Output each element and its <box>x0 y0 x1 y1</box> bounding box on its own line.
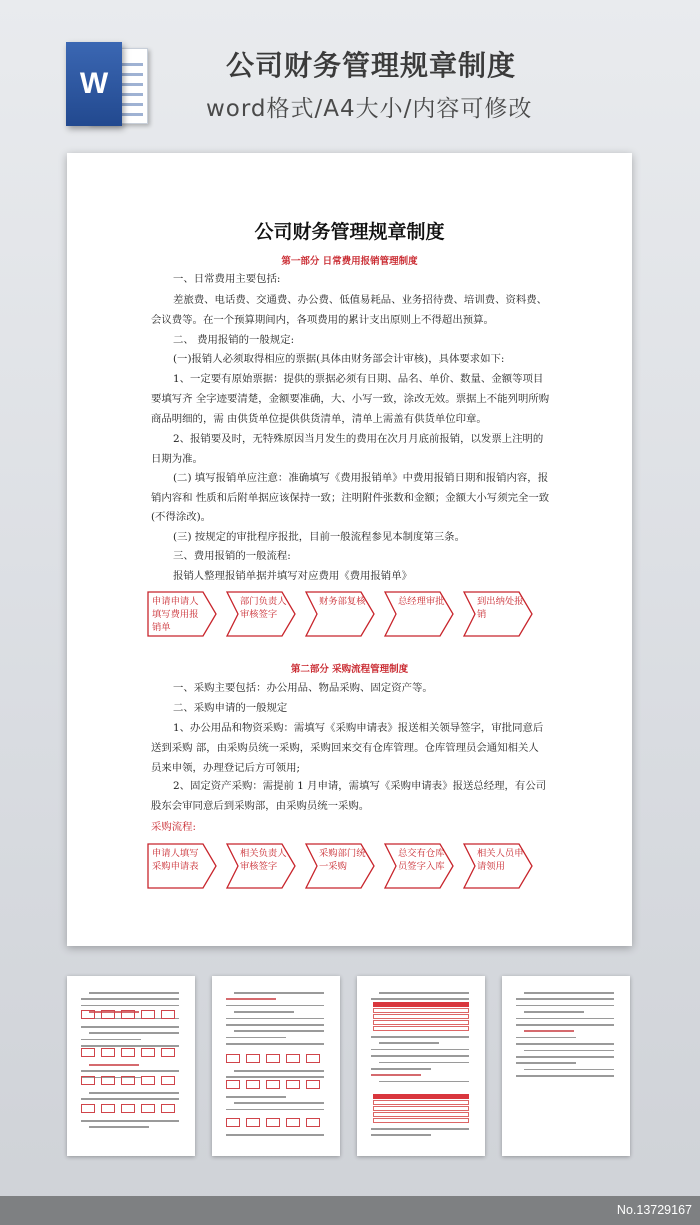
thumb-flow-box <box>81 1104 95 1113</box>
thumb-text-line <box>89 1064 139 1066</box>
thumb-text-line <box>226 1096 286 1098</box>
part2-title: 第二部分 采购流程管理制度 <box>290 664 409 675</box>
thumb-text-line <box>516 1018 614 1020</box>
flow-step-label: 财务部复核 <box>319 596 366 607</box>
thumb-text-line <box>81 1070 179 1072</box>
paragraph-line: 二、采购申请的一般规定 <box>173 702 288 714</box>
thumb-flow-box <box>266 1054 280 1063</box>
flow-step <box>305 591 375 637</box>
thumb-flow-box <box>266 1080 280 1089</box>
thumb-text-line <box>234 1070 324 1072</box>
thumb-flow-box <box>246 1080 260 1089</box>
thumb-text-line <box>81 1005 179 1007</box>
thumb-text-line <box>226 1109 324 1111</box>
paragraph-line: 1、办公用品和物资采购：需填写《采购申请表》报送相关领导签字，审批同意后 <box>173 722 544 734</box>
thumb-table-row <box>373 1100 469 1105</box>
thumb-text-line <box>234 1102 324 1104</box>
thumb-flow-box <box>306 1054 320 1063</box>
thumb-text-line <box>81 1120 179 1122</box>
thumb-text-line <box>516 1043 614 1045</box>
thumb-flow-box <box>81 1048 95 1057</box>
paragraph-line: 2、报销要及时，无特殊原因当月发生的费用在次月月底前报销，以发票上注明的 <box>173 433 544 445</box>
thumb-flow-box <box>286 1080 300 1089</box>
page-thumbnail-1[interactable] <box>67 976 195 1156</box>
word-logo-icon: W <box>66 42 122 126</box>
thumb-flow-box <box>101 1010 115 1019</box>
flow-step-label: 到出纳处报销 <box>477 596 524 620</box>
paragraph-line: (一)报销人必须取得相应的票据(具体由财务部会计审核)，具体要求如下: <box>173 353 505 365</box>
paragraph-line: 销内容和 性质和后附单据应该保持一致；注明附件张数和金额；金额大小写须完全一致 <box>151 492 550 504</box>
paragraph-line: 员来申领，办理登记后方可领用; <box>151 762 300 774</box>
word-document-icon <box>66 42 152 128</box>
thumb-flow-box <box>306 1080 320 1089</box>
page-thumbnail-2[interactable] <box>212 976 340 1156</box>
thumb-text-line <box>516 998 614 1000</box>
paragraph-line: 三、费用报销的一般流程: <box>173 550 291 562</box>
thumb-text-line <box>516 1024 614 1026</box>
thumb-text-line <box>524 1050 614 1052</box>
thumb-text-line <box>371 998 469 1000</box>
thumb-flow-box <box>161 1010 175 1019</box>
header-subtitle: word格式/A4大小/内容可修改 <box>206 96 533 122</box>
flow-step <box>147 591 217 637</box>
paragraph-line: 二、 费用报销的一般规定: <box>173 334 295 346</box>
page-thumbnail-3[interactable] <box>357 976 485 1156</box>
thumb-text-line <box>516 1062 576 1064</box>
paragraph-line: 1、一定要有原始票据：提供的票据必须有日期、品名、单价、数量、金额等项目 <box>173 373 544 385</box>
paragraph-line: (不得涂改)。 <box>151 511 212 523</box>
flow-step <box>384 591 454 637</box>
thumb-flow-box <box>121 1076 135 1085</box>
paragraph-line: 报销人整理报销单据并填写对应费用《费用报销单》 <box>173 570 412 582</box>
flow-step-label: 申请申请人填写费用报销单 <box>152 596 199 633</box>
thumb-text-line <box>226 998 276 1000</box>
thumb-text-line <box>371 1128 469 1130</box>
thumb-text-line <box>371 1074 421 1076</box>
thumb-table-row <box>373 1106 469 1111</box>
thumb-text-line <box>516 1075 614 1077</box>
thumb-flow-box <box>226 1118 240 1127</box>
flow-step <box>226 591 296 637</box>
thumb-text-line <box>81 1098 179 1100</box>
thumb-text-line <box>371 1068 431 1070</box>
thumb-flow-box <box>246 1054 260 1063</box>
flow-step-label: 总交有仓库员签字入库 <box>398 848 445 872</box>
paragraph-line: 2、固定资产采购：需提前 1 月申请，需填写《采购申请表》报送总经理，有公司 <box>173 780 547 792</box>
thumb-text-line <box>371 1055 469 1057</box>
thumb-flow-box <box>141 1048 155 1057</box>
thumb-text-line <box>371 1036 469 1038</box>
purchase-flowchart <box>147 843 557 889</box>
serial-number: No.13729167 <box>616 1203 692 1217</box>
thumb-text-line <box>226 1134 324 1136</box>
thumb-text-line <box>226 1076 324 1078</box>
paragraph-line: 一、日常费用主要包括: <box>173 273 281 285</box>
thumb-table-row <box>373 1112 469 1117</box>
thumb-flow-box <box>141 1010 155 1019</box>
thumb-flow-box <box>81 1076 95 1085</box>
thumb-text-line <box>524 1011 584 1013</box>
flow-step-label: 相关人员申请领用 <box>477 848 524 872</box>
flow-step <box>463 591 533 637</box>
document-page <box>67 153 632 946</box>
thumb-text-line <box>371 1134 431 1136</box>
thumb-text-line <box>89 992 179 994</box>
thumb-flow-box <box>286 1118 300 1127</box>
flow-step-label: 相关负责人审核签字 <box>240 848 287 872</box>
thumb-text-line <box>524 992 614 994</box>
part1-title: 第一部分 日常费用报销管理制度 <box>281 256 418 267</box>
thumb-text-line <box>371 1049 469 1051</box>
thumb-flow-box <box>246 1118 260 1127</box>
thumb-flow-box <box>286 1054 300 1063</box>
thumb-flow-box <box>306 1118 320 1127</box>
thumb-table-header <box>373 1002 469 1007</box>
thumb-text-line <box>524 1069 614 1071</box>
paragraph-line: 一、采购主要包括：办公用品、物品采购、固定资产等。 <box>173 682 433 694</box>
flow-step <box>305 843 375 889</box>
paragraph-line: 差旅费、电话费、交通费、办公费、低值易耗品、业务招待费、培训费、资料费、 <box>173 294 548 306</box>
paragraph-line: 股东会审同意后到采购部，由采购员统一采购。 <box>151 800 370 812</box>
thumb-table-row <box>373 1026 469 1031</box>
thumb-text-line <box>226 1043 324 1045</box>
thumb-text-line <box>524 1030 574 1032</box>
flow-step-label: 部门负责人审核签字 <box>240 596 287 620</box>
thumb-text-line <box>234 1030 324 1032</box>
thumb-text-line <box>516 1005 614 1007</box>
thumb-text-line <box>89 1092 179 1094</box>
thumb-flow-box <box>226 1054 240 1063</box>
thumb-table-row <box>373 1008 469 1013</box>
thumb-flow-box <box>81 1010 95 1019</box>
flow-step <box>463 843 533 889</box>
header <box>0 0 700 150</box>
thumb-text-line <box>81 998 179 1000</box>
thumb-flow-box <box>101 1076 115 1085</box>
flow-step-label: 申请人填写采购申请表 <box>152 848 199 872</box>
thumb-table-row <box>373 1118 469 1123</box>
flow-step <box>226 843 296 889</box>
paragraph-line: 日期为准。 <box>151 453 203 465</box>
paragraph-line: 送到采购 部，由采购员统一采购，采购回来交有仓库管理。仓库管理员会通知相关人 <box>151 742 539 754</box>
thumb-text-line <box>379 1042 439 1044</box>
thumb-text-line <box>81 1039 141 1041</box>
thumb-text-line <box>89 1126 149 1128</box>
thumb-flow-box <box>101 1104 115 1113</box>
thumb-flow-box <box>121 1104 135 1113</box>
thumb-text-line <box>516 1056 614 1058</box>
thumb-text-line <box>516 1037 576 1039</box>
footer-bar <box>0 1196 700 1225</box>
thumb-flow-box <box>226 1080 240 1089</box>
thumb-text-line <box>226 1024 324 1026</box>
thumb-text-line <box>226 1037 286 1039</box>
thumb-text-line <box>234 992 324 994</box>
thumb-table-header <box>373 1094 469 1099</box>
thumb-table-row <box>373 1020 469 1025</box>
thumb-text-line <box>234 1011 294 1013</box>
thumb-flow-box <box>161 1048 175 1057</box>
flow-step-label: 采购部门统一采购 <box>319 848 366 872</box>
thumb-table-row <box>373 1014 469 1019</box>
thumb-flow-box <box>161 1104 175 1113</box>
document-title: 公司财务管理规章制度 <box>254 221 445 243</box>
expense-flowchart <box>147 591 557 637</box>
paragraph-line: 要填写齐 全字迹要清楚，金额要准确，大、小写一致，涂改无效。票据上不能列明所购 <box>151 393 550 405</box>
thumb-text-line <box>81 1026 179 1028</box>
thumb-flow-box <box>101 1048 115 1057</box>
thumb-flow-box <box>161 1076 175 1085</box>
flow-step <box>384 843 454 889</box>
thumb-text-line <box>81 1045 179 1047</box>
thumb-flow-box <box>141 1104 155 1113</box>
thumb-text-line <box>379 1062 469 1064</box>
thumb-flow-box <box>266 1118 280 1127</box>
thumb-text-line <box>379 992 469 994</box>
flow-step-label: 总经理审批 <box>398 596 445 607</box>
thumb-text-line <box>226 1018 324 1020</box>
paragraph-line: 会议费等。在一个预算期间内，各项费用的累计支出原则上不得超出预算。 <box>151 314 494 326</box>
thumb-text-line <box>379 1081 469 1083</box>
thumb-text-line <box>89 1032 179 1034</box>
flow-step <box>147 843 217 889</box>
paragraph-line: (三) 按规定的审批程序报批，目前一般流程参见本制度第三条。 <box>173 531 465 543</box>
purchase-flow-label: 采购流程: <box>151 821 197 833</box>
thumb-flow-box <box>141 1076 155 1085</box>
thumb-flow-box <box>121 1010 135 1019</box>
paragraph-line: 商品明细的，需 由供货单位提供供货清单，清单上需盖有供货单位印章。 <box>151 413 487 425</box>
thumb-flow-box <box>121 1048 135 1057</box>
page-thumbnail-4[interactable] <box>502 976 630 1156</box>
paragraph-line: (二) 填写报销单应注意：准确填写《费用报销单》中费用报销日期和报销内容，报 <box>173 472 549 484</box>
thumb-text-line <box>226 1005 324 1007</box>
header-title: 公司财务管理规章制度 <box>226 49 517 82</box>
